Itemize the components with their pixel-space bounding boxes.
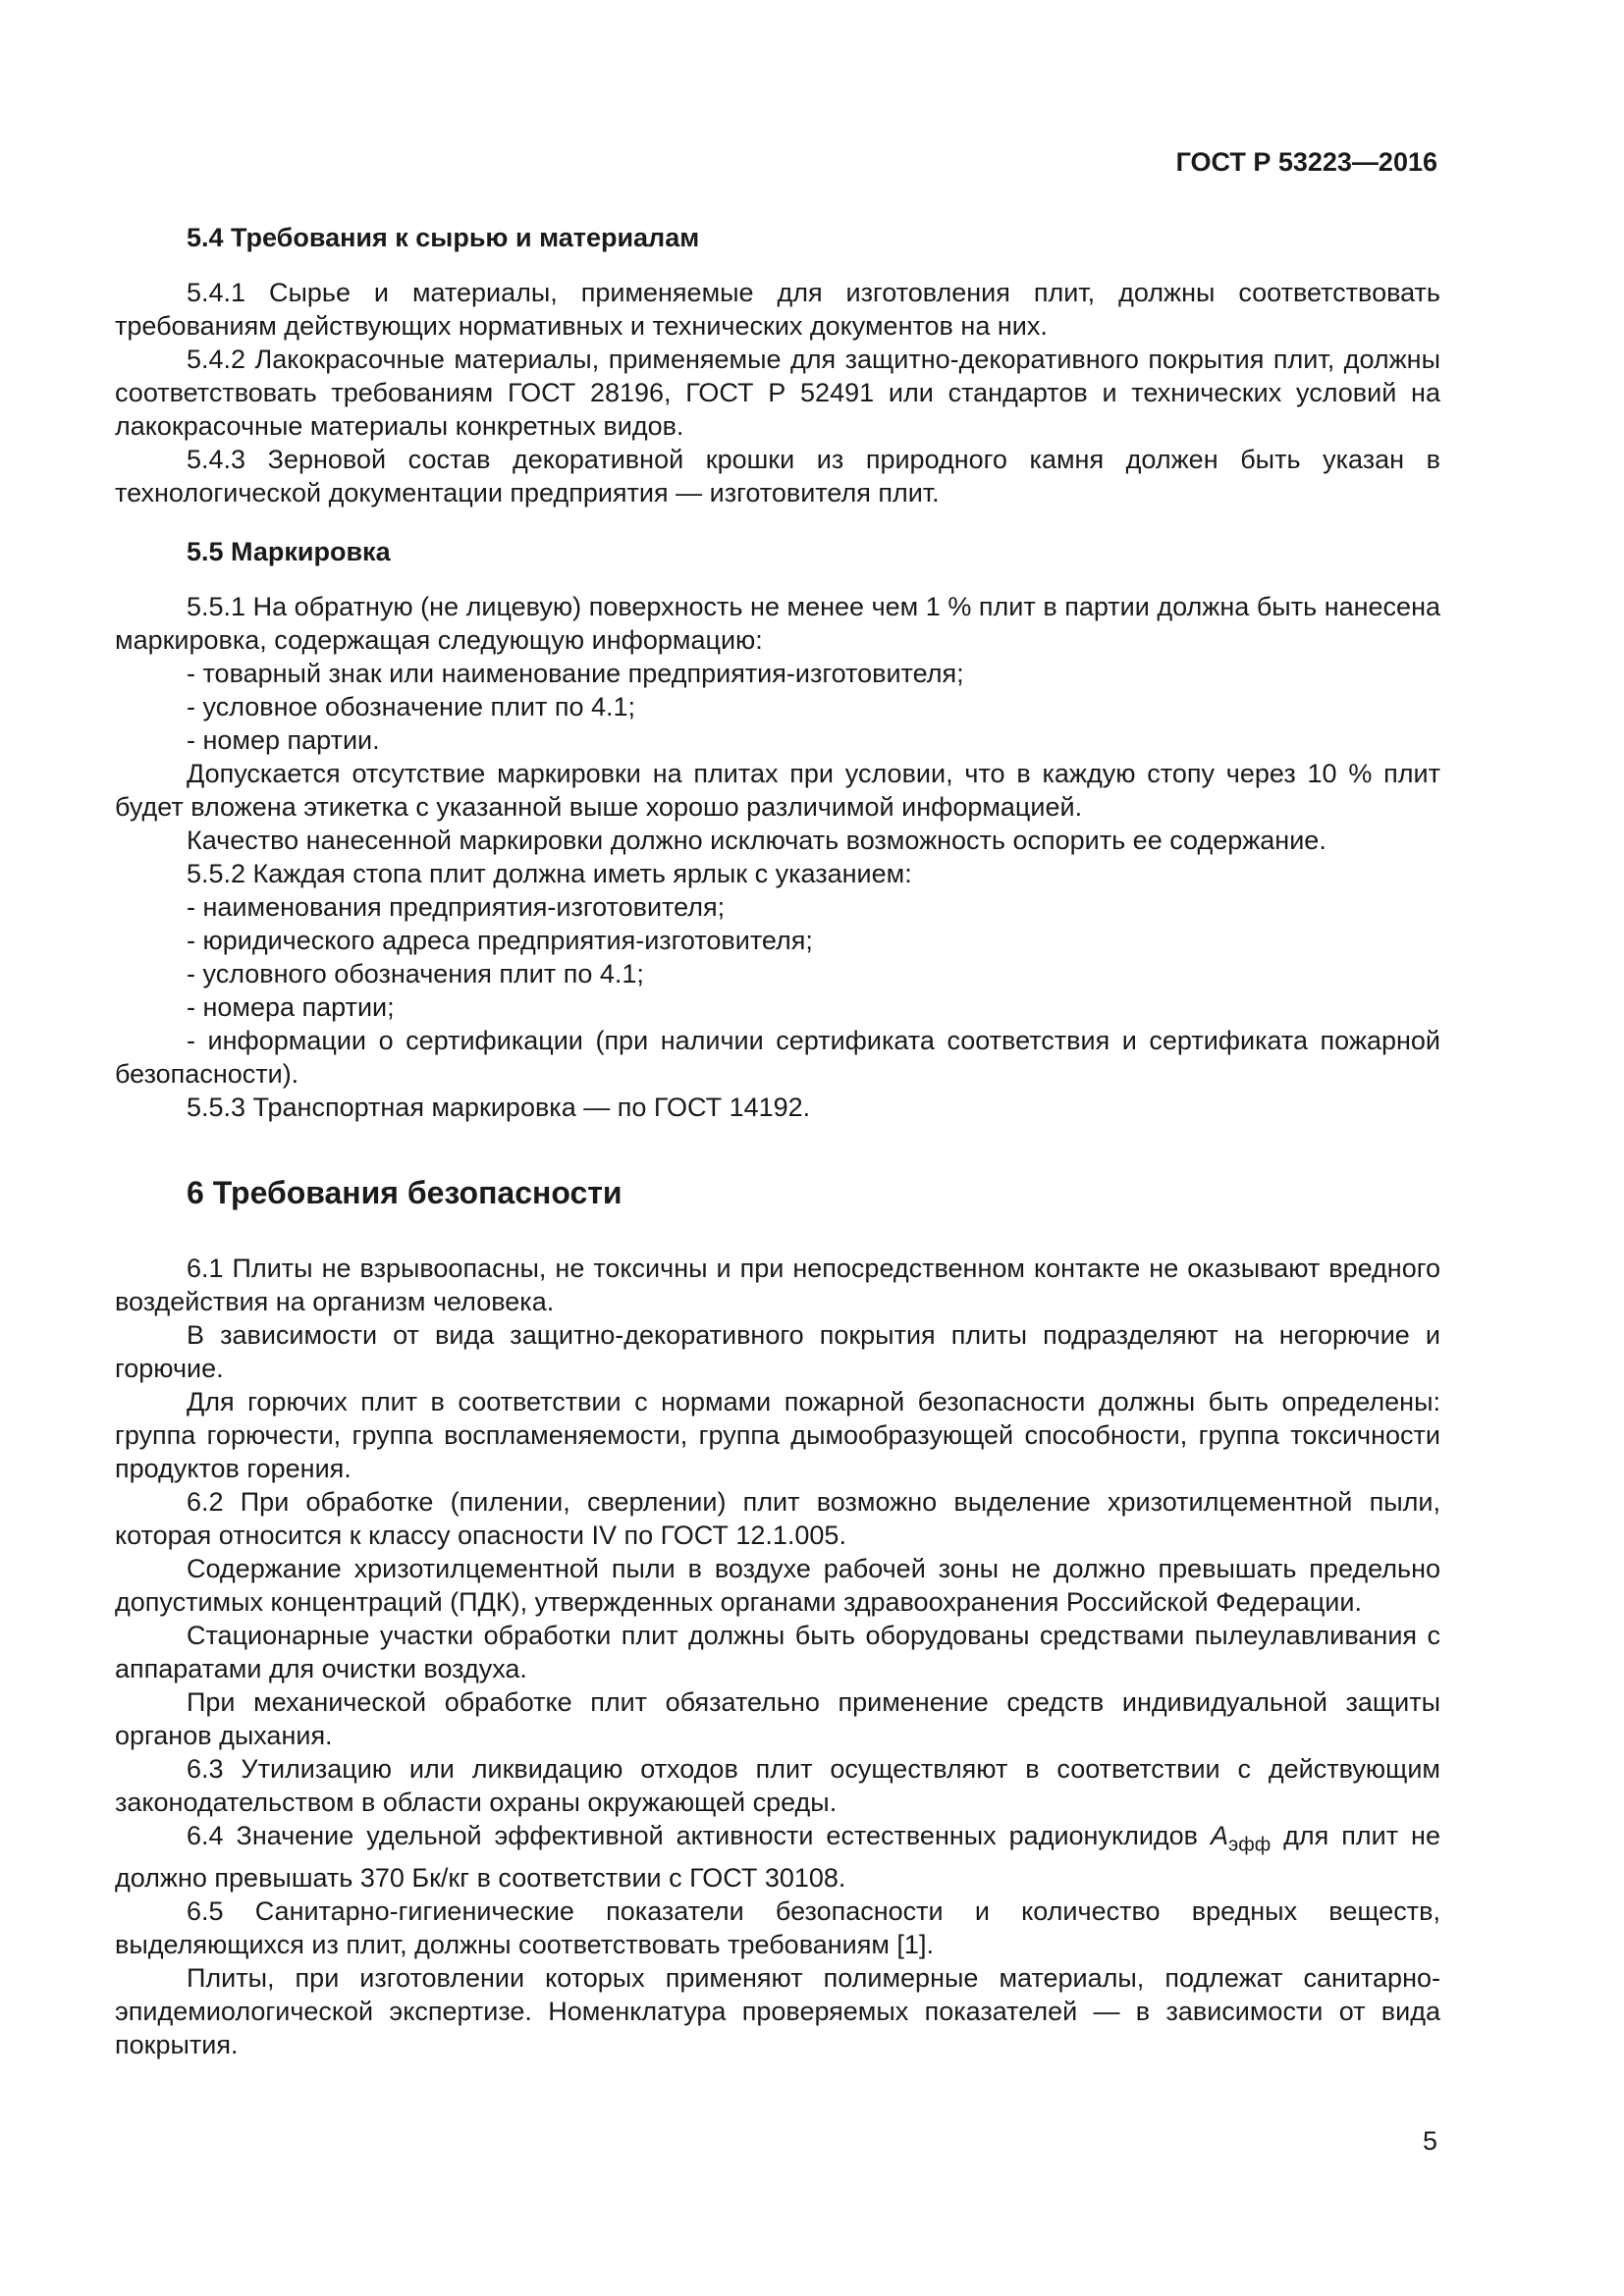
paragraph-5-4-1: 5.4.1 Сырье и материалы, применяемые для изготовления плит, должны соответствовать требованиям действующих нормативных и технических документов на них. [115,278,1440,341]
document-body [115,221,1440,2061]
paragraph-marking-quality: Качество нанесенной маркировки должно исключать возможность оспорить ее содержание. [187,826,1326,855]
paragraph-6-2-d: При механической обработке плит обязательно применение средств индивидуальной защиты органов дыхания. [115,1687,1440,1750]
section-6-title: 6 Требования безопасности [187,1175,623,1210]
standard-id-header: ГОСТ Р 53223—2016 [1175,147,1437,177]
paragraph-6-2: 6.2 При обработке (пилении, сверлении) плит возможно выделение хризотилцементной пыли, которая относится к классу опасности IV по ГОСТ 12.1.005. [115,1487,1440,1550]
list-item: - номера партии; [187,992,395,1022]
paragraph-5-5-3: 5.5.3 Транспортная маркировка — по ГОСТ 14192. [187,1093,811,1122]
paragraph-6-4 [115,1819,1440,1895]
list-item: - номер партии. [187,725,380,755]
paragraph-6-2-b: Содержание хризотилцементной пыли в воздухе рабочей зоны не должно превышать предельно допустимых концентраций (ПДК), утвержденных органами здравоохранения Российской Федерации. [115,1554,1440,1617]
paragraph-6-4-text-a: 6.4 Значение удельной эффективной активности естественных радионуклидов [187,1821,1212,1850]
section-5-4-title: 5.4 Требования к сырью и материалам [187,223,700,252]
paragraph-6-2-c: Стационарные участки обработки плит должны быть оборудованы средствами пылеулавливания с аппаратами для очистки воздуха. [115,1621,1440,1683]
paragraph-5-4-3: 5.4.3 Зерновой состав декоративной крошки из природного камня должен быть указан в технологической документации предприятия — изготовителя плит. [115,445,1440,507]
activity-symbol: A [1211,1821,1229,1850]
list-item: - условного обозначения плит по 4.1; [187,959,644,988]
paragraph-6-5: 6.5 Санитарно-гигиенические показатели безопасности и количество вредных веществ, выделяющихся из плит, должны соответствовать требованиям [1]. [115,1896,1440,1960]
paragraph-6-4-text-b: для плит не должно превышать 370 Бк/кг в соответствии с ГОСТ 30108. [115,1821,1440,1894]
paragraph-5-4-2: 5.4.2 Лакокрасочные материалы, применяемые для защитно-декоративного покрытия плит, должны соответствовать требованиям ГОСТ 28196, ГОСТ Р 52491 или стандартов и технических условий на лакокрасочные материалы конкретных видов. [115,345,1440,441]
paragraph-5-5-1: 5.5.1 На обратную (не лицевую) поверхность не менее чем 1 % плит в партии должна быть нанесена маркировка, содержащая следующую информацию: [115,592,1440,655]
paragraph-6-1-c: Для горючих плит в соответствии с нормами пожарной безопасности должны быть определены: группа горючести, группа воспламеняемости, группа дымообразующей способности, группа токсичности продуктов горения. [115,1387,1440,1483]
paragraph-label-note: Допускается отсутствие маркировки на плитах при условии, что в каждую стопу через 10 % плит будет вложена этикетка с указанной выше хорошо различимой информацией. [115,759,1440,822]
activity-subscript: эфф [1228,1834,1272,1856]
section-5-5-title: 5.5 Маркировка [187,537,391,566]
paragraph-5-5-2: 5.5.2 Каждая стопа плит должна иметь ярлык с указанием: [187,859,912,888]
list-item: - юридического адреса предприятия-изготовителя; [187,926,813,955]
list-item: - товарный знак или наименование предприятия-изготовителя; [187,659,964,688]
paragraph-6-1: 6.1 Плиты не взрывоопасны, не токсичны и при непосредственном контакте не оказывают вредного воздействия на организм человека. [115,1254,1440,1316]
list-item: - условное обозначение плит по 4.1; [187,692,636,721]
list-item: - наименования предприятия-изготовителя; [187,892,726,922]
page-number: 5 [1422,2126,1437,2156]
paragraph-6-5-b: Плиты, при изготовлении которых применяют полимерные материалы, подлежат санитарно-эпидемиологической экспертизе. Номенклатура проверяемых показателей — в зависимости от вида покрытия. [115,1963,1440,2060]
paragraph-6-1-b: В зависимости от вида защитно-декоративного покрытия плиты подразделяют на негорючие и горючие. [115,1320,1440,1383]
paragraph-6-3: 6.3 Утилизацию или ликвидацию отходов плит осуществляют в соответствии с действующим законодательством в области охраны окружающей среды. [115,1754,1440,1817]
paragraph-certification: - информации о сертификации (при наличии сертификата соответствия и сертификата пожарной безопасности). [115,1026,1440,1089]
